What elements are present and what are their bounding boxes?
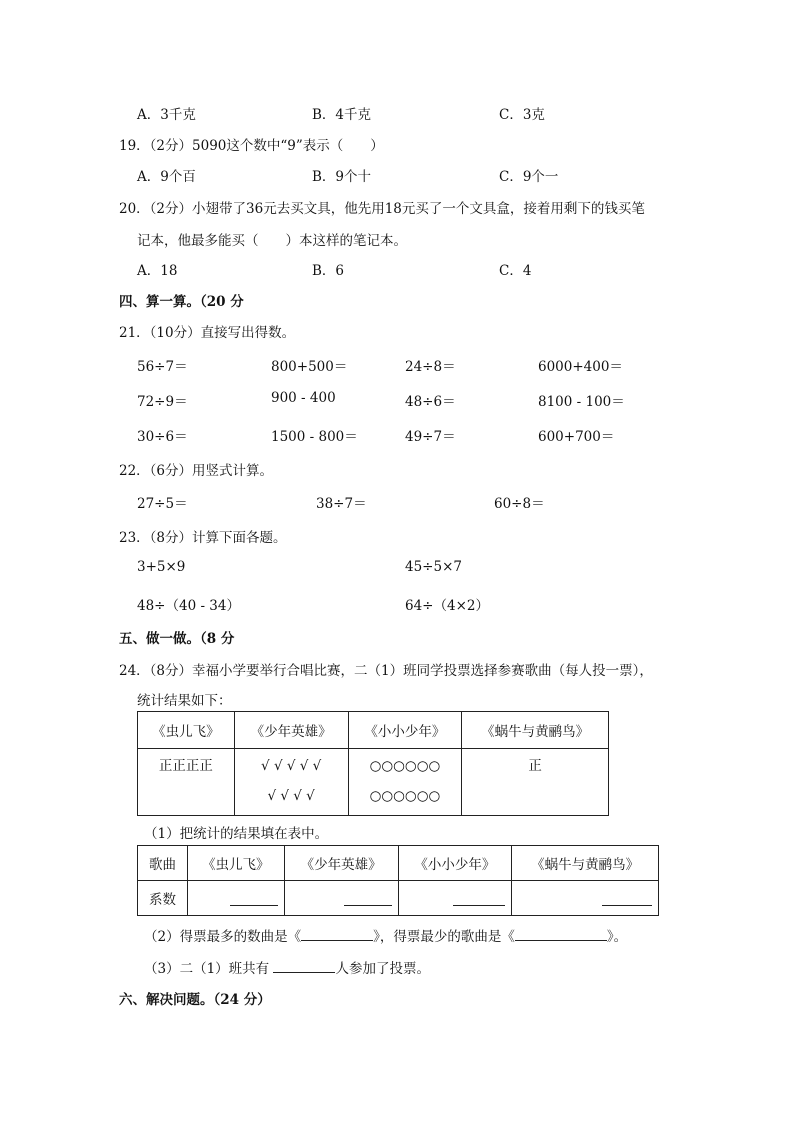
fill-header: 《蜗牛与黄鹂鸟》 bbox=[512, 846, 659, 881]
fill-header: 《小小少年》 bbox=[398, 846, 512, 881]
tally-cell bbox=[462, 749, 609, 816]
fill-cell[interactable] bbox=[512, 881, 659, 916]
tally-header: 《少年英雄》 bbox=[234, 712, 348, 749]
q19-option-a: A．9个百 bbox=[137, 169, 196, 185]
q18-option-c: C．3克 bbox=[499, 107, 545, 123]
q24-sub2-part3: 》。 bbox=[606, 929, 628, 945]
q20-stem-line1: 20．（2分）小翅带了36元去买文具，他先用18元买了一个文具盒，接着用剩下的钱买笔 bbox=[119, 201, 645, 217]
q24-stem-line1: 24．（8分）幸福小学要举行合唱比赛，二（1）班同学投票选择参赛歌曲（每人投一票）， bbox=[119, 663, 653, 679]
q21-item: 48÷6＝ bbox=[405, 394, 456, 410]
tally-marks: 正正正正 bbox=[158, 758, 213, 774]
section4-title: 四、算一算。（20 分 bbox=[119, 294, 244, 310]
q21-item: 600+700＝ bbox=[538, 429, 615, 445]
answer-blank[interactable] bbox=[515, 926, 607, 941]
answer-blank[interactable] bbox=[602, 891, 652, 906]
q20-stem-line2: 记本，他最多能买（ ）本这样的笔记本。 bbox=[137, 233, 407, 249]
tally-cell bbox=[348, 749, 462, 816]
fill-row-header: 歌曲 bbox=[138, 846, 188, 881]
fill-cell[interactable] bbox=[398, 881, 512, 916]
tally-cell bbox=[138, 749, 235, 816]
q22-item: 27÷5＝ bbox=[137, 496, 188, 512]
q24-stem-line2: 统计结果如下： bbox=[137, 693, 232, 709]
q23-stem: 23．（8分）计算下面各题。 bbox=[119, 530, 287, 546]
q24-sub2-part2: 》，得票最少的歌曲是《 bbox=[373, 929, 515, 945]
tally-header: 《虫儿飞》 bbox=[138, 712, 235, 749]
fill-cell[interactable] bbox=[187, 881, 284, 916]
circle-marks-row2: ○○○○○○ bbox=[369, 788, 441, 804]
tally-cell bbox=[234, 749, 348, 816]
q23-item: 64÷（4×2） bbox=[405, 598, 489, 614]
fill-header: 《虫儿飞》 bbox=[187, 846, 284, 881]
q22-item: 38÷7＝ bbox=[316, 496, 367, 512]
q21-item: 1500 - 800＝ bbox=[271, 429, 358, 445]
fill-row2-header: 系数 bbox=[138, 881, 188, 916]
q21-item: 24÷8＝ bbox=[405, 359, 456, 375]
q24-sub3-part2: 人参加了投票。 bbox=[335, 961, 430, 977]
q20-option-a: A．18 bbox=[137, 263, 178, 279]
q19-option-c: C．9个一 bbox=[499, 169, 559, 185]
tally-marks: 正 bbox=[528, 758, 542, 774]
q21-item: 72÷9＝ bbox=[137, 394, 188, 410]
fill-cell[interactable] bbox=[284, 881, 398, 916]
q20-option-b: B．6 bbox=[312, 263, 345, 279]
answer-blank[interactable] bbox=[453, 891, 505, 906]
check-marks-row2: √ √ √ √ bbox=[267, 788, 315, 804]
fill-table bbox=[137, 845, 659, 916]
q21-item: 900 - 400 bbox=[271, 390, 336, 406]
q20-option-c: C．4 bbox=[499, 263, 532, 279]
q23-item: 48÷（40 - 34） bbox=[137, 598, 240, 614]
answer-blank[interactable] bbox=[230, 891, 278, 906]
q24-sub3 bbox=[144, 957, 430, 977]
section6-title: 六、解决问题。（24 分） bbox=[119, 992, 271, 1008]
q21-item: 6000+400＝ bbox=[538, 359, 623, 375]
q18-option-a: A．3千克 bbox=[137, 107, 196, 123]
q24-sub1: （1）把统计的结果填在表中。 bbox=[144, 826, 329, 842]
q21-item: 30÷6＝ bbox=[137, 429, 188, 445]
check-marks-row1: √ √ √ √ √ bbox=[261, 758, 322, 774]
q23-item: 3+5×9 bbox=[137, 559, 186, 575]
tally-header: 《蜗牛与黄鹂鸟》 bbox=[462, 712, 609, 749]
q24-sub2-part1: （2）得票最多的数曲是《 bbox=[144, 929, 302, 945]
q21-item: 49÷7＝ bbox=[405, 429, 456, 445]
q22-stem: 22．（6分）用竖式计算。 bbox=[119, 463, 274, 479]
answer-blank[interactable] bbox=[273, 958, 335, 973]
q18-option-b: B．4千克 bbox=[312, 107, 372, 123]
q21-item: 800+500＝ bbox=[271, 359, 348, 375]
q21-item: 56÷7＝ bbox=[137, 359, 188, 375]
q22-item: 60÷8＝ bbox=[494, 496, 545, 512]
q21-stem: 21．（10分）直接写出得数。 bbox=[119, 325, 296, 341]
q19-stem: 19．（2分）5090这个数中“9”表示（ ） bbox=[119, 138, 384, 154]
q24-sub2 bbox=[144, 925, 627, 945]
tally-header: 《小小少年》 bbox=[348, 712, 462, 749]
circle-marks-row1: ○○○○○○ bbox=[369, 758, 441, 774]
fill-header: 《少年英雄》 bbox=[284, 846, 398, 881]
tally-table bbox=[137, 711, 609, 816]
answer-blank[interactable] bbox=[301, 926, 373, 941]
q21-item: 8100 - 100＝ bbox=[538, 394, 625, 410]
section5-title: 五、做一做。（8 分 bbox=[119, 631, 235, 647]
answer-blank[interactable] bbox=[344, 891, 392, 906]
q23-item: 45÷5×7 bbox=[405, 559, 462, 575]
q19-option-b: B．9个十 bbox=[312, 169, 372, 185]
q24-sub3-part1: （3）二（1）班共有 bbox=[144, 961, 270, 977]
